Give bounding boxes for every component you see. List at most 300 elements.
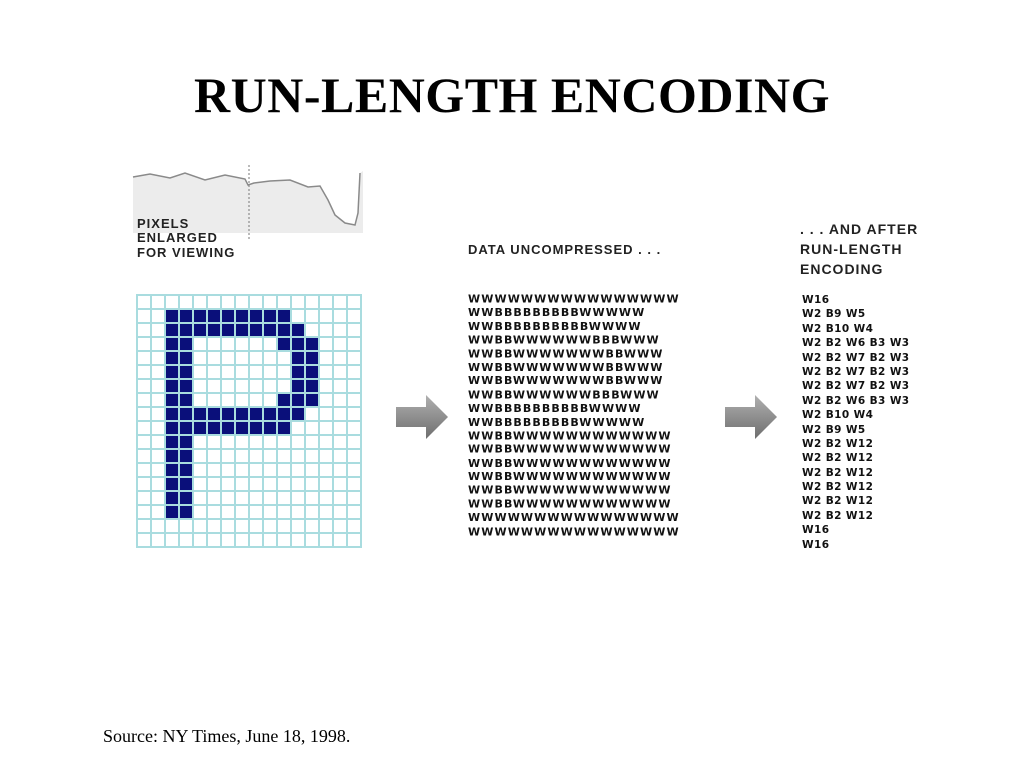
black-pixel xyxy=(166,464,178,476)
white-pixel xyxy=(306,408,318,420)
white-pixel xyxy=(152,520,164,532)
white-pixel xyxy=(166,534,178,546)
white-pixel xyxy=(278,478,290,490)
black-pixel xyxy=(180,408,192,420)
white-pixel xyxy=(208,450,220,462)
white-pixel xyxy=(348,464,360,476)
black-pixel xyxy=(278,338,290,350)
white-pixel xyxy=(250,366,262,378)
encoded-row: W16 xyxy=(802,538,830,551)
white-pixel xyxy=(292,492,304,504)
uncompressed-row: WWBBWWWWWWWWWWWW xyxy=(468,443,672,456)
encoded-row: W2 B10 W4 xyxy=(802,322,874,335)
white-pixel xyxy=(138,380,150,392)
white-pixel xyxy=(320,520,332,532)
white-pixel xyxy=(152,380,164,392)
white-pixel xyxy=(320,408,332,420)
white-pixel xyxy=(334,506,346,518)
black-pixel xyxy=(180,492,192,504)
uncompressed-row: WWBBWWWWWWWBBWWW xyxy=(468,347,664,361)
right-arrow-icon xyxy=(725,395,779,439)
black-pixel xyxy=(166,450,178,462)
white-pixel xyxy=(250,436,262,448)
encoded-row: W2 B2 W12 xyxy=(802,481,874,494)
white-pixel xyxy=(264,534,276,546)
white-pixel xyxy=(348,366,360,378)
black-pixel xyxy=(194,422,206,434)
white-pixel xyxy=(152,450,164,462)
white-pixel xyxy=(208,296,220,308)
black-pixel xyxy=(292,366,304,378)
white-pixel xyxy=(264,338,276,350)
white-pixel xyxy=(292,422,304,434)
uncompressed-row: WWBBBBBBBBBBWWWW xyxy=(468,402,642,415)
white-pixel xyxy=(138,324,150,336)
black-pixel xyxy=(264,408,276,420)
white-pixel xyxy=(152,296,164,308)
white-pixel xyxy=(292,534,304,546)
white-pixel xyxy=(138,352,150,364)
white-pixel xyxy=(180,534,192,546)
white-pixel xyxy=(222,534,234,546)
encoded-data-rows xyxy=(802,293,910,552)
white-pixel xyxy=(194,352,206,364)
pixels-enlarged-caption xyxy=(137,215,235,258)
white-pixel xyxy=(152,478,164,490)
white-pixel xyxy=(264,506,276,518)
white-pixel xyxy=(138,422,150,434)
white-pixel xyxy=(320,450,332,462)
white-pixel xyxy=(152,310,164,322)
white-pixel xyxy=(306,296,318,308)
white-pixel xyxy=(208,534,220,546)
white-pixel xyxy=(208,464,220,476)
white-pixel xyxy=(292,464,304,476)
black-pixel xyxy=(292,324,304,336)
white-pixel xyxy=(194,520,206,532)
white-pixel xyxy=(250,492,262,504)
white-pixel xyxy=(278,296,290,308)
black-pixel xyxy=(306,352,318,364)
encoded-row: W2 B2 W7 B2 W3 xyxy=(802,351,910,364)
white-pixel xyxy=(222,352,234,364)
black-pixel xyxy=(222,408,234,420)
white-pixel xyxy=(334,534,346,546)
uncompressed-row: WWBBWWWWWWWWWWWW xyxy=(468,457,672,470)
black-pixel xyxy=(166,380,178,392)
white-pixel xyxy=(334,310,346,322)
white-pixel xyxy=(264,352,276,364)
white-pixel xyxy=(264,296,276,308)
black-pixel xyxy=(166,422,178,434)
white-pixel xyxy=(306,464,318,476)
black-pixel xyxy=(180,352,192,364)
white-pixel xyxy=(250,506,262,518)
white-pixel xyxy=(222,366,234,378)
white-pixel xyxy=(334,324,346,336)
white-pixel xyxy=(306,324,318,336)
black-pixel xyxy=(250,324,262,336)
black-pixel xyxy=(292,394,304,406)
white-pixel xyxy=(334,352,346,364)
uncompressed-row: WWWWWWWWWWWWWWWW xyxy=(468,525,680,538)
uncompressed-row: WWBBWWWWWWWWWWWW xyxy=(468,470,672,484)
white-pixel xyxy=(250,338,262,350)
black-pixel xyxy=(180,506,192,518)
white-pixel xyxy=(306,534,318,546)
white-pixel xyxy=(152,338,164,350)
white-pixel xyxy=(264,520,276,532)
white-pixel xyxy=(152,464,164,476)
white-pixel xyxy=(348,380,360,392)
white-pixel xyxy=(236,492,248,504)
white-pixel xyxy=(320,310,332,322)
white-pixel xyxy=(166,520,178,532)
encoded-row: W2 B2 W6 B3 W3 xyxy=(802,394,910,407)
white-pixel xyxy=(320,478,332,490)
white-pixel xyxy=(208,352,220,364)
black-pixel xyxy=(180,450,192,462)
caption-line: ENLARGED xyxy=(137,230,218,246)
uncompressed-row: WWBBBBBBBBBWWWWW xyxy=(468,306,646,320)
encoded-row: W2 B2 W12 xyxy=(802,466,874,479)
black-pixel xyxy=(208,310,220,322)
black-pixel xyxy=(222,324,234,336)
white-pixel xyxy=(348,506,360,518)
white-pixel xyxy=(292,520,304,532)
white-pixel xyxy=(194,450,206,462)
white-pixel xyxy=(348,534,360,546)
white-pixel xyxy=(306,492,318,504)
white-pixel xyxy=(334,394,346,406)
white-pixel xyxy=(320,436,332,448)
encoded-row: W2 B2 W6 B3 W3 xyxy=(802,337,910,350)
white-pixel xyxy=(348,296,360,308)
white-pixel xyxy=(278,352,290,364)
white-pixel xyxy=(208,506,220,518)
white-pixel xyxy=(208,478,220,490)
white-pixel xyxy=(334,366,346,378)
slide-title: RUN-LENGTH ENCODING xyxy=(194,67,830,123)
source-citation: Source: NY Times, June 18, 1998. xyxy=(103,726,351,746)
black-pixel xyxy=(166,394,178,406)
white-pixel xyxy=(306,422,318,434)
white-pixel xyxy=(208,436,220,448)
uncompressed-data-rows xyxy=(468,293,680,539)
black-pixel xyxy=(292,408,304,420)
black-pixel xyxy=(166,352,178,364)
uncompressed-row: WWBBBBBBBBBWWWWW xyxy=(468,416,646,429)
white-pixel xyxy=(278,380,290,392)
black-pixel xyxy=(208,422,220,434)
black-pixel xyxy=(236,422,248,434)
white-pixel xyxy=(152,366,164,378)
white-pixel xyxy=(236,380,248,392)
black-pixel xyxy=(166,324,178,336)
white-pixel xyxy=(194,338,206,350)
white-pixel xyxy=(320,352,332,364)
white-pixel xyxy=(208,492,220,504)
encoded-row: W2 B9 W5 xyxy=(802,423,866,436)
white-pixel xyxy=(278,450,290,462)
black-pixel xyxy=(194,408,206,420)
black-pixel xyxy=(250,422,262,434)
white-pixel xyxy=(180,296,192,308)
white-pixel xyxy=(334,422,346,434)
white-pixel xyxy=(236,520,248,532)
white-pixel xyxy=(278,534,290,546)
white-pixel xyxy=(292,506,304,518)
white-pixel xyxy=(250,478,262,490)
white-pixel xyxy=(222,394,234,406)
white-pixel xyxy=(292,436,304,448)
black-pixel xyxy=(250,408,262,420)
white-pixel xyxy=(306,436,318,448)
white-pixel xyxy=(138,464,150,476)
white-pixel xyxy=(348,310,360,322)
white-pixel xyxy=(264,492,276,504)
white-pixel xyxy=(334,338,346,350)
encoded-row: W2 B2 W12 xyxy=(802,452,874,465)
white-pixel xyxy=(138,520,150,532)
white-pixel xyxy=(222,436,234,448)
uncompressed-row: WWBBWWWWWWBBBWWW xyxy=(468,334,660,347)
uncompressed-row: WWBBWWWWWWWBBWWW xyxy=(468,361,664,374)
white-pixel xyxy=(152,422,164,434)
encoded-row: W2 B2 W12 xyxy=(802,509,874,522)
white-pixel xyxy=(264,394,276,406)
white-pixel xyxy=(320,506,332,518)
white-pixel xyxy=(320,492,332,504)
white-pixel xyxy=(236,296,248,308)
black-pixel xyxy=(278,422,290,434)
white-pixel xyxy=(236,450,248,462)
white-pixel xyxy=(152,408,164,420)
black-pixel xyxy=(180,436,192,448)
white-pixel xyxy=(348,422,360,434)
white-pixel xyxy=(222,492,234,504)
white-pixel xyxy=(320,296,332,308)
white-pixel xyxy=(278,506,290,518)
white-pixel xyxy=(250,534,262,546)
white-pixel xyxy=(208,338,220,350)
black-pixel xyxy=(166,408,178,420)
white-pixel xyxy=(320,534,332,546)
uncompressed-row: WWBBWWWWWWWWWWWW xyxy=(468,429,672,443)
white-pixel xyxy=(152,324,164,336)
uncompressed-caption: DATA UNCOMPRESSED . . . xyxy=(468,242,662,257)
white-pixel xyxy=(264,478,276,490)
uncompressed-row: WWBBWWWWWWWWWWWW xyxy=(468,484,672,497)
white-pixel xyxy=(194,380,206,392)
black-pixel xyxy=(236,324,248,336)
white-pixel xyxy=(334,408,346,420)
black-pixel xyxy=(306,394,318,406)
white-pixel xyxy=(236,366,248,378)
white-pixel xyxy=(306,520,318,532)
after-encoding-caption xyxy=(800,219,918,279)
white-pixel xyxy=(320,324,332,336)
white-pixel xyxy=(320,464,332,476)
white-pixel xyxy=(320,366,332,378)
white-pixel xyxy=(306,450,318,462)
white-pixel xyxy=(222,338,234,350)
white-pixel xyxy=(194,464,206,476)
white-pixel xyxy=(348,478,360,490)
black-pixel xyxy=(250,310,262,322)
white-pixel xyxy=(208,380,220,392)
white-pixel xyxy=(138,450,150,462)
white-pixel xyxy=(334,520,346,532)
black-pixel xyxy=(306,366,318,378)
black-pixel xyxy=(166,338,178,350)
black-pixel xyxy=(180,422,192,434)
white-pixel xyxy=(320,338,332,350)
white-pixel xyxy=(292,450,304,462)
white-pixel xyxy=(334,464,346,476)
white-pixel xyxy=(334,436,346,448)
caption-line: . . . AND AFTER xyxy=(800,221,919,237)
white-pixel xyxy=(348,450,360,462)
uncompressed-row: WWBBWWWWWWWWWWWW xyxy=(468,498,672,511)
right-arrow-icon xyxy=(396,395,450,439)
black-pixel xyxy=(292,352,304,364)
white-pixel xyxy=(138,478,150,490)
black-pixel xyxy=(180,380,192,392)
white-pixel xyxy=(250,450,262,462)
white-pixel xyxy=(250,520,262,532)
white-pixel xyxy=(292,478,304,490)
white-pixel xyxy=(152,534,164,546)
white-pixel xyxy=(250,464,262,476)
white-pixel xyxy=(194,436,206,448)
white-pixel xyxy=(166,296,178,308)
white-pixel xyxy=(348,324,360,336)
white-pixel xyxy=(194,296,206,308)
white-pixel xyxy=(222,380,234,392)
encoded-row: W2 B2 W12 xyxy=(802,437,874,450)
white-pixel xyxy=(320,422,332,434)
black-pixel xyxy=(222,422,234,434)
encoded-row: W2 B2 W7 B2 W3 xyxy=(802,380,910,393)
white-pixel xyxy=(278,436,290,448)
uncompressed-row: WWBBWWWWWWWBBWWW xyxy=(468,375,664,388)
black-pixel xyxy=(208,324,220,336)
white-pixel xyxy=(236,436,248,448)
white-pixel xyxy=(334,478,346,490)
black-pixel xyxy=(180,310,192,322)
black-pixel xyxy=(208,408,220,420)
caption-line: PIXELS xyxy=(137,216,190,231)
white-pixel xyxy=(152,492,164,504)
black-pixel xyxy=(180,464,192,476)
white-pixel xyxy=(138,436,150,448)
white-pixel xyxy=(320,380,332,392)
encoded-row: W16 xyxy=(802,524,830,537)
black-pixel xyxy=(222,310,234,322)
encoded-row: W16 xyxy=(802,294,830,306)
white-pixel xyxy=(138,534,150,546)
black-pixel xyxy=(180,366,192,378)
white-pixel xyxy=(138,366,150,378)
white-pixel xyxy=(138,506,150,518)
black-pixel xyxy=(166,478,178,490)
black-pixel xyxy=(264,422,276,434)
white-pixel xyxy=(236,534,248,546)
white-pixel xyxy=(208,520,220,532)
caption-line: RUN-LENGTH xyxy=(800,241,903,257)
white-pixel xyxy=(236,506,248,518)
white-pixel xyxy=(236,352,248,364)
pixel-grid xyxy=(136,294,362,548)
white-pixel xyxy=(334,492,346,504)
white-pixel xyxy=(334,296,346,308)
white-pixel xyxy=(278,520,290,532)
uncompressed-row: WWWWWWWWWWWWWWWW xyxy=(468,293,680,306)
white-pixel xyxy=(222,464,234,476)
black-pixel xyxy=(166,492,178,504)
black-pixel xyxy=(278,394,290,406)
white-pixel xyxy=(348,408,360,420)
white-pixel xyxy=(194,534,206,546)
white-pixel xyxy=(250,352,262,364)
white-pixel xyxy=(306,310,318,322)
encoded-row: W2 B10 W4 xyxy=(802,409,874,422)
black-pixel xyxy=(236,408,248,420)
white-pixel xyxy=(222,450,234,462)
white-pixel xyxy=(278,366,290,378)
black-pixel xyxy=(292,338,304,350)
white-pixel xyxy=(278,464,290,476)
black-pixel xyxy=(306,338,318,350)
encoded-row: W2 B2 W12 xyxy=(802,495,874,508)
white-pixel xyxy=(334,380,346,392)
white-pixel xyxy=(348,436,360,448)
white-pixel xyxy=(138,408,150,420)
caption-line: FOR VIEWING xyxy=(137,244,236,260)
white-pixel xyxy=(236,478,248,490)
black-pixel xyxy=(278,310,290,322)
white-pixel xyxy=(306,506,318,518)
black-pixel xyxy=(194,310,206,322)
white-pixel xyxy=(138,394,150,406)
black-pixel xyxy=(264,310,276,322)
black-pixel xyxy=(264,324,276,336)
black-pixel xyxy=(236,310,248,322)
white-pixel xyxy=(320,394,332,406)
black-pixel xyxy=(166,310,178,322)
black-pixel xyxy=(166,436,178,448)
white-pixel xyxy=(222,296,234,308)
white-pixel xyxy=(194,492,206,504)
white-pixel xyxy=(348,338,360,350)
white-pixel xyxy=(236,338,248,350)
white-pixel xyxy=(194,478,206,490)
white-pixel xyxy=(152,436,164,448)
uncompressed-row: WWBBBBBBBBBBWWWW xyxy=(468,320,642,333)
black-pixel xyxy=(180,394,192,406)
white-pixel xyxy=(264,380,276,392)
white-pixel xyxy=(348,520,360,532)
white-pixel xyxy=(334,450,346,462)
white-pixel xyxy=(348,352,360,364)
white-pixel xyxy=(292,296,304,308)
white-pixel xyxy=(250,380,262,392)
black-pixel xyxy=(278,324,290,336)
white-pixel xyxy=(236,464,248,476)
white-pixel xyxy=(348,394,360,406)
white-pixel xyxy=(222,520,234,532)
